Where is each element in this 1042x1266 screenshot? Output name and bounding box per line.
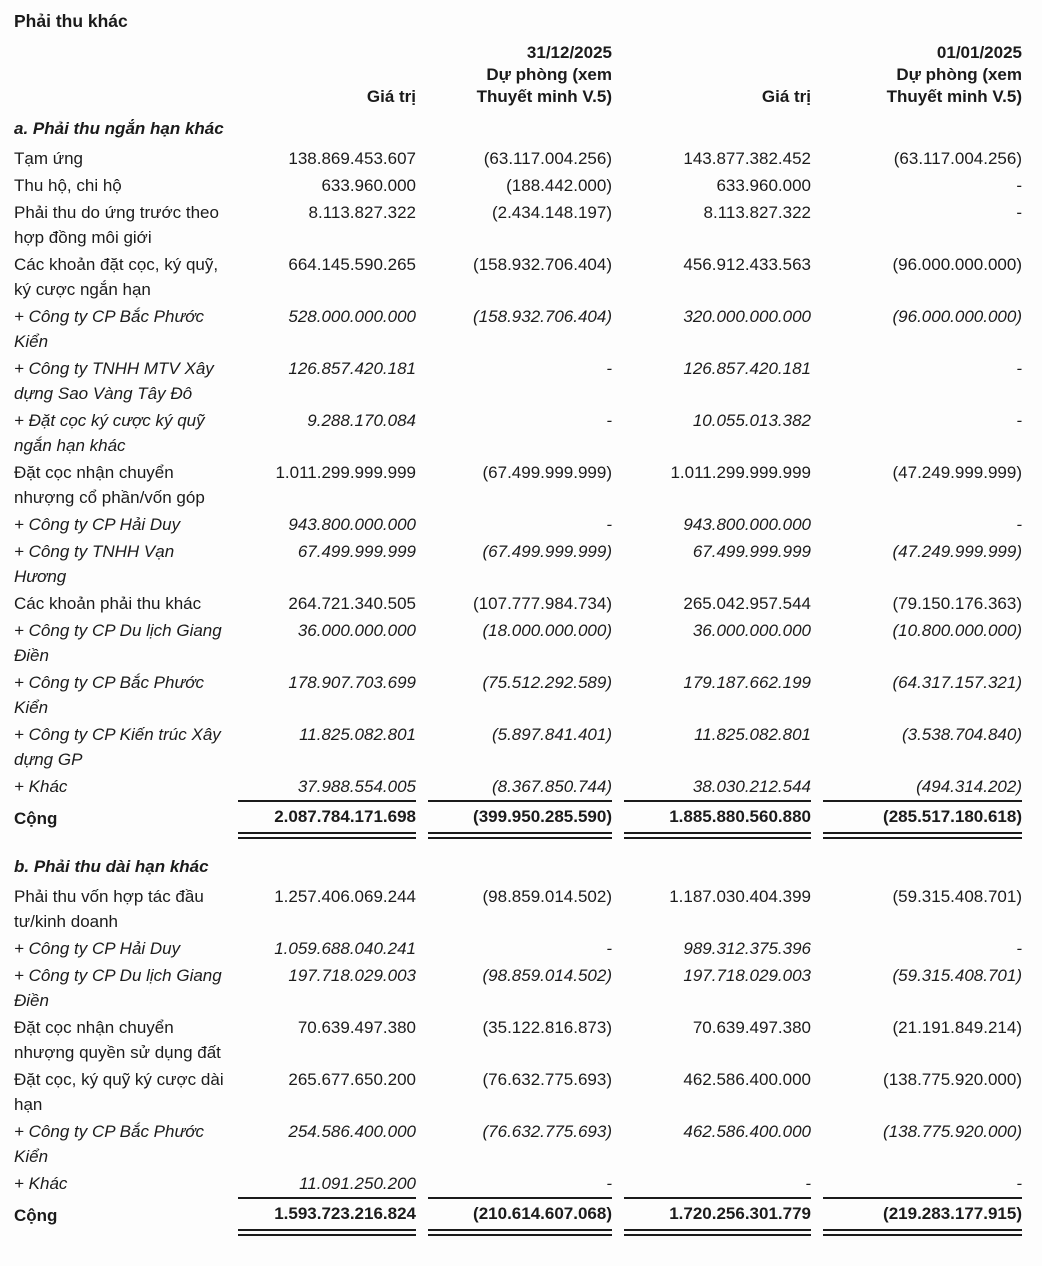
total-value-text: (399.950.285.590) (428, 800, 612, 839)
row-value (416, 303, 612, 355)
row-value (811, 459, 1022, 511)
row-value-text: 138.869.453.607 (288, 149, 416, 168)
row-value-text: - (1016, 359, 1022, 378)
table-row (14, 1066, 1022, 1118)
row-value (226, 669, 416, 721)
row-value (811, 355, 1022, 407)
row-value (226, 172, 416, 199)
row-value (612, 303, 811, 355)
row-value-text: 126.857.420.181 (683, 359, 811, 378)
row-value-text: (8.367.850.744) (491, 777, 612, 796)
row-value (612, 538, 811, 590)
row-value-text: 320.000.000.000 (683, 307, 811, 326)
row-value-text: (67.499.999.999) (482, 542, 612, 561)
row-value-text: (96.000.000.000) (892, 307, 1022, 326)
total-value-text: (285.517.180.618) (823, 800, 1022, 839)
row-label: Phải thu vốn hợp tác đầu tư/kinh doanh (14, 887, 204, 931)
row-label: Phải thu do ứng trước theo hợp đồng môi giới (14, 203, 219, 247)
table-row (14, 303, 1022, 355)
row-label: + Công ty CP Bắc Phước Kiển (14, 1122, 205, 1166)
row-value-text: (76.632.775.693) (482, 1122, 612, 1141)
row-value (226, 617, 416, 669)
row-value-text: 197.718.029.003 (288, 966, 416, 985)
row-value-text: (494.314.202) (916, 777, 1022, 796)
row-label: + Công ty TNHH MTV Xây dựng Sao Vàng Tây Đô (14, 359, 214, 403)
row-label: + Công ty TNHH Vạn Hương (14, 542, 175, 586)
row-label: Đặt cọc, ký quỹ ký cược dài hạn (14, 1070, 224, 1114)
table-body (14, 113, 1022, 1238)
row-value (416, 538, 612, 590)
row-value-text: 38.030.212.544 (692, 777, 811, 796)
row-label: Thu hộ, chi hộ (14, 176, 122, 195)
row-value (811, 511, 1022, 538)
row-value-text: - (1016, 203, 1022, 222)
table-row (14, 773, 1022, 800)
row-value (226, 407, 416, 459)
row-value (226, 773, 416, 800)
row-value-text: - (1016, 176, 1022, 195)
row-value (226, 721, 416, 773)
row-value-text: (47.249.999.999) (892, 463, 1022, 482)
page-title: Phải thu khác (14, 11, 128, 31)
row-value (416, 355, 612, 407)
row-label: + Công ty CP Hải Duy (14, 515, 181, 534)
row-value (811, 303, 1022, 355)
row-value (612, 511, 811, 538)
section-heading-row (14, 841, 1022, 883)
row-value (811, 407, 1022, 459)
row-value (612, 1014, 811, 1066)
row-value (416, 199, 612, 251)
total-row (14, 800, 1022, 841)
row-value-text: 8.113.827.322 (703, 203, 811, 222)
provision-label-line1: Dự phòng (xem (486, 65, 612, 84)
row-value-text: 197.718.029.003 (683, 966, 811, 985)
table-row (14, 355, 1022, 407)
row-value (416, 935, 612, 962)
row-value (226, 1118, 416, 1170)
row-value (811, 590, 1022, 617)
col-header-value-period1 (226, 42, 416, 113)
row-value-text: 633.960.000 (716, 176, 811, 195)
row-value (226, 962, 416, 1014)
row-value-text: (188.442.000) (506, 176, 612, 195)
total-value-text: 1.885.880.560.880 (624, 800, 811, 839)
row-value (416, 407, 612, 459)
row-value-text: (158.932.706.404) (473, 307, 612, 326)
row-value-text: (76.632.775.693) (482, 1070, 612, 1089)
row-value-text: 67.499.999.999 (692, 542, 811, 561)
row-value (416, 145, 612, 172)
section-heading: b. Phải thu dài hạn khác (14, 857, 209, 876)
row-value-text: 126.857.420.181 (288, 359, 416, 378)
row-value-text: 37.988.554.005 (297, 777, 416, 796)
row-value (226, 538, 416, 590)
total-value (811, 800, 1022, 841)
total-value-text: 1.593.723.216.824 (238, 1197, 416, 1236)
total-value (416, 800, 612, 841)
row-value (226, 303, 416, 355)
row-value (416, 1014, 612, 1066)
section-heading: a. Phải thu ngắn hạn khác (14, 119, 224, 138)
row-value (416, 962, 612, 1014)
total-row (14, 1197, 1022, 1238)
table-row (14, 145, 1022, 172)
row-value (416, 883, 612, 935)
row-value (226, 251, 416, 303)
row-value (416, 251, 612, 303)
row-value (416, 459, 612, 511)
row-label: + Công ty CP Bắc Phước Kiển (14, 673, 205, 717)
row-value-text: 1.011.299.999.999 (670, 463, 811, 482)
row-label: + Đặt cọc ký cược ký quỹ ngắn hạn khác (14, 411, 205, 455)
row-value-text: 10.055.013.382 (692, 411, 811, 430)
table-row (14, 251, 1022, 303)
row-value (811, 172, 1022, 199)
row-value-text: 11.825.082.801 (299, 725, 416, 744)
row-value-text: 943.800.000.000 (288, 515, 416, 534)
row-label: + Công ty CP Du lịch Giang Điền (14, 966, 222, 1010)
row-value-text: 456.912.433.563 (683, 255, 811, 274)
row-value (811, 883, 1022, 935)
row-value-text: 462.586.400.000 (683, 1122, 811, 1141)
row-value-text: (138.775.920.000) (883, 1070, 1022, 1089)
row-value (811, 935, 1022, 962)
total-label: Cộng (14, 809, 58, 828)
row-value-text: 70.639.497.380 (297, 1018, 416, 1037)
value-column-label: Giá trị (366, 87, 416, 106)
table-row (14, 721, 1022, 773)
row-value-text: (98.859.014.502) (482, 887, 612, 906)
row-value (226, 590, 416, 617)
row-value-text: 143.877.382.452 (683, 149, 811, 168)
table-row (14, 538, 1022, 590)
table-row (14, 1014, 1022, 1066)
row-value (226, 355, 416, 407)
row-value (811, 1170, 1022, 1197)
row-value (226, 1014, 416, 1066)
row-value-text: - (606, 939, 612, 958)
row-value (811, 145, 1022, 172)
table-row (14, 172, 1022, 199)
table-header (14, 42, 1022, 113)
row-value-text: (64.317.157.321) (892, 673, 1022, 692)
total-value-text: (219.283.177.915) (823, 1197, 1022, 1236)
row-value-text: (59.315.408.701) (892, 887, 1022, 906)
row-value-text: (158.932.706.404) (473, 255, 612, 274)
row-value-text: 1.059.688.040.241 (274, 939, 416, 958)
row-value-text: 943.800.000.000 (683, 515, 811, 534)
row-value (612, 773, 811, 800)
header-row (14, 42, 1022, 113)
total-value (612, 1197, 811, 1238)
row-value (416, 669, 612, 721)
row-value (612, 1118, 811, 1170)
row-value (226, 199, 416, 251)
row-value-text: - (805, 1174, 811, 1193)
row-value-text: (35.122.816.873) (482, 1018, 612, 1037)
row-label: Đặt cọc nhận chuyển nhượng quyền sử dụng đất (14, 1018, 221, 1062)
row-value (612, 172, 811, 199)
row-label: Các khoản đặt cọc, ký quỹ, ký cược ngắn hạn (14, 255, 219, 299)
total-value-text: (210.614.607.068) (428, 1197, 612, 1236)
row-value (612, 355, 811, 407)
total-value-text: 2.087.784.171.698 (238, 800, 416, 839)
table-row (14, 883, 1022, 935)
other-receivables-table (14, 42, 1022, 1238)
row-label: + Công ty CP Hải Duy (14, 939, 181, 958)
total-value-text: 1.720.256.301.779 (624, 1197, 811, 1236)
row-label: Đặt cọc nhận chuyển nhượng cổ phần/vốn góp (14, 463, 205, 507)
row-value-text: 36.000.000.000 (692, 621, 811, 640)
row-value-text: 178.907.703.699 (288, 673, 416, 692)
row-value-text: - (606, 1174, 612, 1193)
row-label: Tạm ứng (14, 149, 84, 168)
row-value (612, 251, 811, 303)
row-value-text: (138.775.920.000) (883, 1122, 1022, 1141)
row-value-text: 265.042.957.544 (683, 594, 811, 613)
row-value-text: - (1016, 1174, 1022, 1193)
row-value (226, 1170, 416, 1197)
row-value (612, 1066, 811, 1118)
row-value-text: 528.000.000.000 (288, 307, 416, 326)
row-value-text: 664.145.590.265 (288, 255, 416, 274)
row-value-text: 67.499.999.999 (297, 542, 416, 561)
row-value-text: (98.859.014.502) (482, 966, 612, 985)
row-label: + Khác (14, 777, 68, 796)
row-value (811, 1118, 1022, 1170)
row-value-text: 265.677.650.200 (288, 1070, 416, 1089)
table-row (14, 935, 1022, 962)
table-row (14, 199, 1022, 251)
row-value (811, 617, 1022, 669)
row-value-text: 8.113.827.322 (308, 203, 416, 222)
period1-date: 31/12/2025 (526, 43, 612, 62)
row-value (226, 511, 416, 538)
row-value-text: 1.011.299.999.999 (275, 463, 416, 482)
corner-cell (14, 42, 226, 113)
row-value-text: (2.434.148.197) (491, 203, 612, 222)
table-row (14, 962, 1022, 1014)
row-value (416, 590, 612, 617)
row-value-text: 462.586.400.000 (683, 1070, 811, 1089)
row-value-text: (79.150.176.363) (892, 594, 1022, 613)
row-value-text: 1.257.406.069.244 (274, 887, 416, 906)
row-label: + Khác (14, 1174, 68, 1193)
row-value (612, 459, 811, 511)
row-value (811, 251, 1022, 303)
row-value (612, 669, 811, 721)
row-value-text: (18.000.000.000) (482, 621, 612, 640)
row-value-text: 1.187.030.404.399 (669, 887, 811, 906)
table-row (14, 617, 1022, 669)
row-value-text: (59.315.408.701) (892, 966, 1022, 985)
row-value (811, 669, 1022, 721)
row-value (612, 1170, 811, 1197)
row-label: Các khoản phải thu khác (14, 594, 202, 613)
row-value-text: - (606, 359, 612, 378)
row-label: + Công ty CP Kiến trúc Xây dựng GP (14, 725, 221, 769)
row-value (416, 1066, 612, 1118)
total-value (226, 1197, 416, 1238)
row-value-text: (5.897.841.401) (491, 725, 612, 744)
row-value-text: - (1016, 939, 1022, 958)
row-value (226, 145, 416, 172)
row-value-text: 989.312.375.396 (683, 939, 811, 958)
row-value (416, 773, 612, 800)
row-value (612, 590, 811, 617)
row-value-text: 264.721.340.505 (288, 594, 416, 613)
row-value (612, 407, 811, 459)
row-value (226, 883, 416, 935)
row-value (811, 962, 1022, 1014)
total-value (612, 800, 811, 841)
row-value-text: (10.800.000.000) (892, 621, 1022, 640)
provision-label-line1: Dự phòng (xem (896, 65, 1022, 84)
row-value (612, 935, 811, 962)
row-value (811, 1014, 1022, 1066)
col-header-value-period2 (612, 42, 811, 113)
provision-label-line2: Thuyết minh V.5) (476, 87, 612, 106)
table-row (14, 459, 1022, 511)
table-row (14, 511, 1022, 538)
row-label: + Công ty CP Bắc Phước Kiển (14, 307, 205, 351)
provision-label-line2: Thuyết minh V.5) (886, 87, 1022, 106)
row-value-text: 11.091.250.200 (299, 1174, 416, 1193)
row-value (612, 721, 811, 773)
row-value-text: 11.825.082.801 (694, 725, 811, 744)
row-value-text: (96.000.000.000) (892, 255, 1022, 274)
col-header-provision-period1 (416, 42, 612, 113)
row-value-text: (63.117.004.256) (893, 149, 1022, 168)
row-value-text: (107.777.984.734) (473, 594, 612, 613)
table-row (14, 590, 1022, 617)
period2-date: 01/01/2025 (936, 43, 1022, 62)
value-column-label: Giá trị (761, 87, 811, 106)
table-row (14, 1170, 1022, 1197)
total-label: Cộng (14, 1206, 58, 1225)
row-value (811, 199, 1022, 251)
row-value-text: 179.187.662.199 (683, 673, 811, 692)
row-value-text: - (606, 515, 612, 534)
table-row (14, 1118, 1022, 1170)
row-value (612, 617, 811, 669)
total-value (416, 1197, 612, 1238)
row-value-text: 254.586.400.000 (288, 1122, 416, 1141)
col-header-provision-period2 (811, 42, 1022, 113)
row-value (811, 538, 1022, 590)
row-value (612, 883, 811, 935)
row-value-text: 9.288.170.084 (307, 411, 416, 430)
row-value (416, 721, 612, 773)
row-value-text: - (1016, 515, 1022, 534)
row-value (811, 721, 1022, 773)
row-label: + Công ty CP Du lịch Giang Điền (14, 621, 222, 665)
table-row (14, 407, 1022, 459)
row-value (416, 617, 612, 669)
row-value (612, 145, 811, 172)
row-value (811, 773, 1022, 800)
row-value-text: - (606, 411, 612, 430)
total-value (226, 800, 416, 841)
row-value-text: 36.000.000.000 (297, 621, 416, 640)
row-value (612, 962, 811, 1014)
row-value (416, 1170, 612, 1197)
row-value (612, 199, 811, 251)
row-value (226, 1066, 416, 1118)
row-value-text: 633.960.000 (321, 176, 416, 195)
row-value (416, 172, 612, 199)
row-value-text: (67.499.999.999) (482, 463, 612, 482)
row-value-text: (63.117.004.256) (483, 149, 612, 168)
row-value-text: (47.249.999.999) (892, 542, 1022, 561)
row-value-text: (21.191.849.214) (892, 1018, 1022, 1037)
row-value-text: (3.538.704.840) (901, 725, 1022, 744)
row-value-text: - (1016, 411, 1022, 430)
row-value (226, 459, 416, 511)
row-value-text: 70.639.497.380 (692, 1018, 811, 1037)
row-value (416, 1118, 612, 1170)
total-value (811, 1197, 1022, 1238)
row-value (416, 511, 612, 538)
section-heading-row (14, 113, 1022, 145)
row-value-text: (75.512.292.589) (482, 673, 612, 692)
row-value (226, 935, 416, 962)
table-row (14, 669, 1022, 721)
row-value (811, 1066, 1022, 1118)
